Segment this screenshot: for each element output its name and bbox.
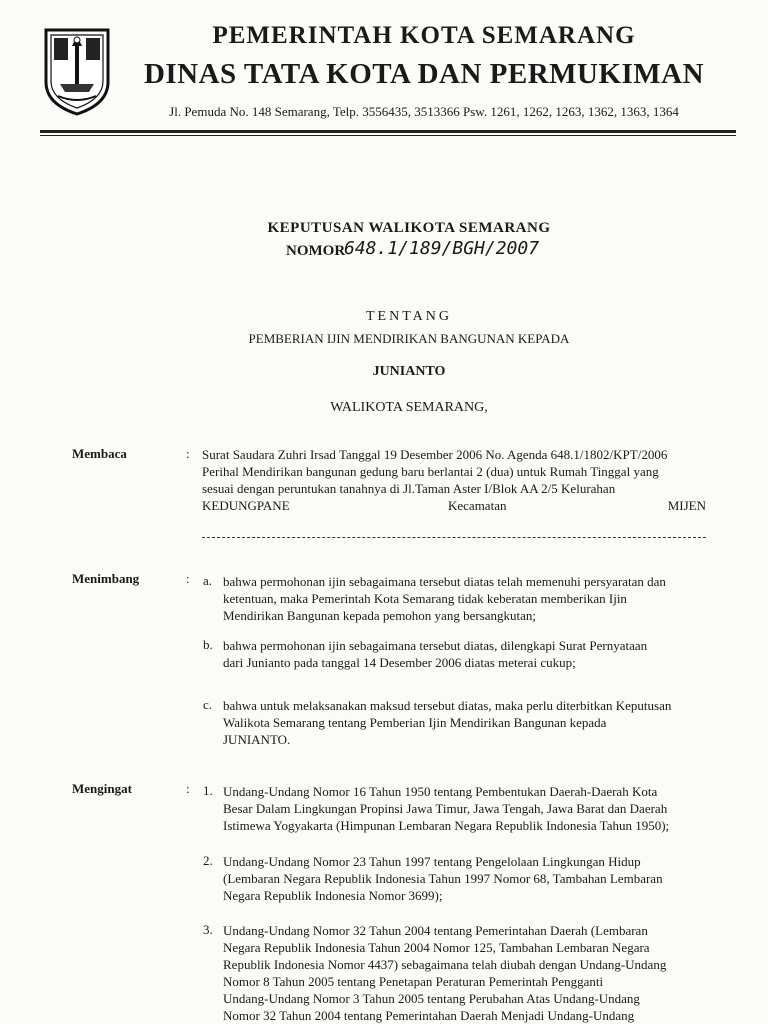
- item-line: Istimewa Yogyakarta (Himpunan Lembaran Negara Republik Indonesia Tahun 1950);: [223, 818, 670, 833]
- mengingat-item-1: [223, 783, 707, 834]
- decree-number-label: NOMOR: [286, 243, 346, 259]
- menimbang-item-b: [223, 637, 707, 671]
- letterhead-divider-thick: [40, 130, 736, 133]
- item-line: dari Junianto pada tanggal 14 Desember 2006 diatas meterai cukup;: [223, 655, 576, 670]
- membaca-colon: :: [186, 446, 190, 461]
- mengingat-item-index: 1.: [203, 783, 213, 798]
- menimbang-item-index: b.: [203, 637, 213, 652]
- mengingat-item-index: 3.: [203, 922, 213, 937]
- mengingat-label: Mengingat: [72, 781, 132, 796]
- mengingat-colon: :: [186, 781, 190, 796]
- decree-number-handwritten: 648.1/189/BGH/2007: [344, 238, 540, 259]
- menimbang-item-index: c.: [203, 697, 213, 712]
- kecamatan-label: Kecamatan: [448, 498, 507, 513]
- item-line: bahwa permohonan ijin sebagaimana tersebut diatas, dilengkapi Surat Pernyataan: [223, 638, 648, 653]
- membaca-line: Perihal Mendirikan bangunan gedung baru berlantai 2 (dua) untuk Rumah Tinggal yang: [202, 464, 659, 479]
- agency-name-line2: DINAS TATA KOTA DAN PERMUKIMAN: [143, 58, 705, 90]
- item-line: Nomor 8 Tahun 2005 tentang Penetapan Peraturan Pemerintah Pengganti: [223, 974, 604, 989]
- item-line: Mendirikan Bangunan kepada pemohon yang bersangkutan;: [223, 608, 536, 623]
- item-line: Undang-Undang Nomor 16 Tahun 1950 tentang Pembentukan Daerah-Daerah Kota: [223, 784, 658, 799]
- kelurahan-value: KEDUNGPANE: [202, 498, 290, 513]
- tentang-heading: TENTANG: [366, 309, 452, 324]
- menimbang-colon: :: [186, 571, 190, 586]
- item-line: JUNIANTO.: [223, 732, 291, 747]
- item-line: Undang-Undang Nomor 3 Tahun 2005 tentang Perubahan Atas Undang-Undang: [223, 991, 640, 1006]
- item-line: bahwa untuk melaksanakan maksud tersebut diatas, maka perlu diterbitkan Keputusan: [223, 698, 672, 713]
- letterhead-divider-thin: [40, 135, 736, 136]
- item-line: ketentuan, maka Pemerintah Kota Semarang tidak keberatan memberikan Ijin: [223, 591, 627, 606]
- item-line: Negara Republik Indonesia Tahun 2004 Nomor 125, Tambahan Lembaran Negara: [223, 940, 650, 955]
- membaca-line: sesuai dengan peruntukan tanahnya di Jl.Taman Aster I/Blok AA 2/5 Kelurahan: [202, 481, 616, 496]
- item-line: (Lembaran Negara Republik Indonesia Tahun 1997 Nomor 68, Tambahan Lembaran: [223, 871, 663, 886]
- agency-address: Jl. Pemuda No. 148 Semarang, Telp. 3556435, 3513366 Psw. 1261, 1262, 1263, 1362, 1363, 1364: [169, 104, 679, 119]
- item-line: Undang-Undang Nomor 32 Tahun 2004 tentang Pemerintahan Daerah (Lembaran: [223, 923, 648, 938]
- kecamatan-value: MIJEN: [667, 498, 706, 513]
- item-line: Besar Dalam Lingkungan Propinsi Jawa Timur, Jawa Tengah, Jawa Barat dan Daerah: [223, 801, 668, 816]
- agency-name-line1: PEMERINTAH KOTA SEMARANG: [212, 22, 636, 49]
- menimbang-item-index: a.: [203, 573, 213, 588]
- menimbang-item-a: [223, 573, 707, 624]
- mengingat-item-2: [223, 853, 707, 904]
- mengingat-item-index: 2.: [203, 853, 213, 868]
- mengingat-item-3: [223, 922, 707, 1024]
- membaca-label: Membaca: [72, 446, 127, 461]
- item-line: Republik Indonesia Nomor 4437) sebagaimana telah diubah dengan Undang-Undang: [223, 957, 667, 972]
- item-line: Nomor 32 Tahun 2004 tentang Pemerintahan Daerah Menjadi Undang-Undang: [223, 1008, 635, 1023]
- menimbang-item-c: [223, 697, 707, 748]
- item-line: bahwa permohonan ijin sebagaimana tersebut diatas telah memenuhi persyaratan dan: [223, 574, 666, 589]
- menimbang-label: Menimbang: [72, 571, 140, 586]
- membaca-line: [202, 497, 706, 514]
- item-line: Negara Republik Indonesia Nomor 3699);: [223, 888, 443, 903]
- decree-title: KEPUTUSAN WALIKOTA SEMARANG: [267, 220, 551, 236]
- item-line: Undang-Undang Nomor 23 Tahun 1997 tentang Pengelolaan Lingkungan Hidup: [223, 854, 641, 869]
- decree-subject: PEMBERIAN IJIN MENDIRIKAN BANGUNAN KEPADA: [248, 331, 570, 346]
- item-line: Walikota Semarang tentang Pemberian Ijin Mendirikan Bangunan kepada: [223, 715, 607, 730]
- decree-issuer: WALIKOTA SEMARANG,: [330, 400, 488, 415]
- membaca-line: Surat Saudara Zuhri Irsad Tanggal 19 Desember 2006 No. Agenda 648.1/1802/KPT/2006: [202, 447, 668, 462]
- dashed-separator: [202, 537, 706, 538]
- applicant-name: JUNIANTO: [372, 364, 446, 379]
- membaca-text: [202, 446, 706, 514]
